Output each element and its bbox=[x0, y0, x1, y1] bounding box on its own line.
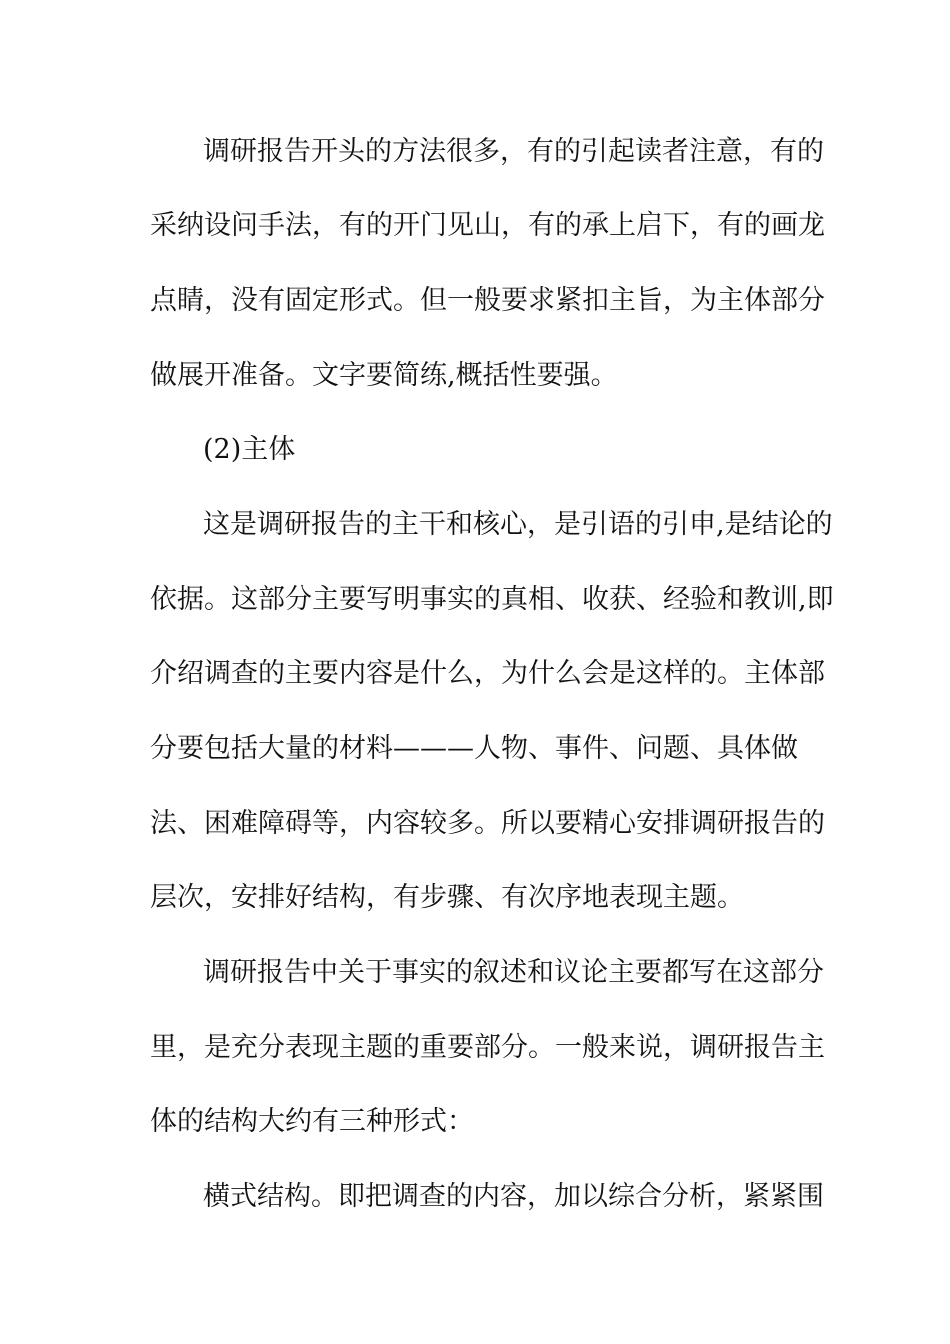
section-heading: (2)主体 bbox=[203, 434, 296, 465]
paragraph-2-line-4: 分要包括大量的材料———人物、事件、问题、具体做 bbox=[150, 733, 798, 764]
paragraph-2-line-1: 这是调研报告的主干和核心，是引语的引申,是结论的 bbox=[203, 509, 833, 540]
paragraph-1-line-2: 采纳设问手法，有的开门见山，有的承上启下，有的画龙 bbox=[150, 210, 825, 241]
paragraph-3-line-3: 体的结构大约有三种形式： bbox=[150, 1106, 474, 1137]
paragraph-1-line-4: 做展开准备。文字要简练,概括性要强。 bbox=[150, 360, 618, 391]
paragraph-2-line-5: 法、困难障碍等，内容较多。所以要精心安排调研报告的 bbox=[150, 808, 825, 839]
paragraph-2-line-3: 介绍调查的主要内容是什么，为什么会是这样的。主体部 bbox=[150, 658, 825, 689]
paragraph-2-line-2: 依据。这部分主要写明事实的真相、收获、经验和教训,即 bbox=[150, 584, 834, 615]
paragraph-3-line-1: 调研报告中关于事实的叙述和议论主要都写在这部分 bbox=[203, 957, 824, 988]
paragraph-1-line-3: 点睛，没有固定形式。但一般要求紧扣主旨，为主体部分 bbox=[150, 285, 825, 316]
paragraph-4-line-1: 横式结构。即把调查的内容，加以综合分析，紧紧围 bbox=[203, 1181, 824, 1212]
paragraph-3-line-2: 里，是充分表现主题的重要部分。一般来说，调研报告主 bbox=[150, 1032, 825, 1063]
paragraph-1-line-1: 调研报告开头的方法很多，有的引起读者注意，有的 bbox=[203, 136, 824, 167]
paragraph-2-line-6: 层次，安排好结构，有步骤、有次序地表现主题。 bbox=[150, 882, 744, 913]
